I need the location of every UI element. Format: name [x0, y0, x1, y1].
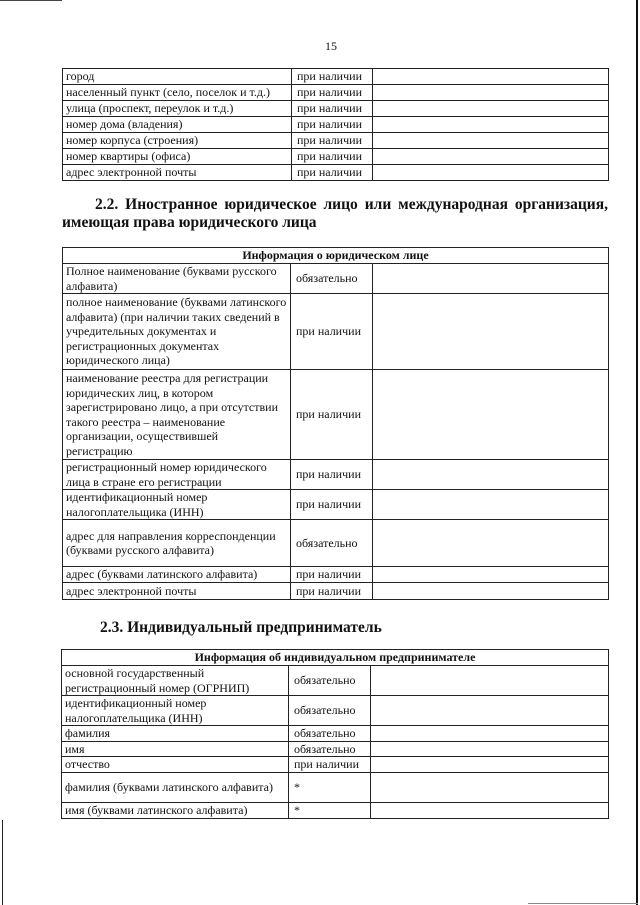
- section-heading-2-3: 2.3. Индивидуальный предприниматель: [100, 619, 382, 636]
- table-row: [63, 567, 609, 583]
- field-label: номер корпуса (строения): [63, 133, 292, 149]
- table-header-row: [62, 650, 609, 666]
- field-label: адрес для направления корреспонденции (буквами русского алфавита): [63, 520, 291, 567]
- table-row: [62, 666, 609, 696]
- requirement-cell: обязательно: [289, 666, 371, 696]
- field-label: фамилия (буквами латинского алфавита): [62, 773, 289, 803]
- scan-edge-bottom: [528, 903, 638, 904]
- requirement-cell: при наличии: [291, 294, 373, 370]
- heading-line-1: 2.2. Иностранное юридическое лицо или международная организация,: [95, 196, 608, 213]
- field-label: населенный пункт (село, поселок и т.д.): [63, 85, 292, 101]
- table-header: Информация о юридическом лице: [63, 248, 609, 264]
- table-header: Информация об индивидуальном предпринимателе: [62, 650, 609, 666]
- individual-entrepreneur-table: [61, 649, 609, 819]
- requirement-cell: при наличии: [291, 567, 373, 583]
- field-label: идентификационный номер налогоплательщика (ИНН): [63, 490, 291, 520]
- requirement-cell: при наличии: [289, 757, 371, 773]
- table-row: [62, 773, 609, 803]
- value-cell[interactable]: [371, 803, 609, 819]
- requirement-cell: обязательно: [291, 520, 373, 567]
- scan-edge-right: [636, 0, 638, 905]
- value-cell[interactable]: [373, 520, 609, 567]
- value-cell[interactable]: [371, 757, 609, 773]
- table-row: [63, 69, 609, 85]
- value-cell[interactable]: [373, 264, 609, 294]
- requirement-cell: при наличии: [292, 85, 373, 101]
- requirement-cell: обязательно: [289, 696, 371, 726]
- requirement-cell: при наличии: [291, 460, 373, 490]
- value-cell[interactable]: [373, 294, 609, 370]
- field-label: адрес (буквами латинского алфавита): [63, 567, 291, 583]
- table-header-row: [63, 248, 609, 264]
- field-label: основной государственный регистрационный номер (ОГРНИП): [62, 666, 289, 696]
- value-cell[interactable]: [373, 583, 609, 600]
- table-row: [63, 85, 609, 101]
- field-label: имя (буквами латинского алфавита): [62, 803, 289, 819]
- field-label: имя: [62, 741, 289, 757]
- field-label: улица (проспект, переулок и т.д.): [63, 101, 292, 117]
- table-row: [63, 520, 609, 567]
- value-cell[interactable]: [373, 117, 609, 133]
- scan-edge-top: [0, 0, 62, 1]
- page-number: 15: [325, 39, 337, 53]
- value-cell[interactable]: [373, 567, 609, 583]
- field-label: полное наименование (буквами латинского алфавита) (при наличии таких сведений в учредительных документах и регистрационных документах юридического лица): [63, 294, 291, 370]
- value-cell[interactable]: [373, 370, 609, 460]
- field-label: наименование реестра для регистрации юридических лиц, в котором зарегистрировано лицо, а при отсутствии такого реестра – наименование организации, осуществившей регистрацию: [63, 370, 291, 460]
- value-cell[interactable]: [371, 666, 609, 696]
- address-table: [62, 68, 609, 181]
- heading-line-2: имеющая права юридического лица: [62, 214, 317, 231]
- table-row: [62, 757, 609, 773]
- value-cell[interactable]: [373, 133, 609, 149]
- value-cell[interactable]: [371, 696, 609, 726]
- table-row: [63, 149, 609, 165]
- value-cell[interactable]: [371, 773, 609, 803]
- table-row: [62, 696, 609, 726]
- requirement-cell: *: [289, 803, 371, 819]
- table-row: [63, 490, 609, 520]
- field-label: номер квартиры (офиса): [63, 149, 292, 165]
- value-cell[interactable]: [373, 165, 609, 181]
- requirement-cell: при наличии: [292, 149, 373, 165]
- value-cell[interactable]: [371, 741, 609, 757]
- table-row: [63, 370, 609, 460]
- requirement-cell: при наличии: [291, 370, 373, 460]
- field-label: Полное наименование (буквами русского алфавита): [63, 264, 291, 294]
- table-row: [63, 165, 609, 181]
- field-label: номер дома (владения): [63, 117, 292, 133]
- requirement-cell: при наличии: [292, 69, 373, 85]
- field-label: адрес электронной почты: [63, 165, 292, 181]
- requirement-cell: при наличии: [291, 490, 373, 520]
- table-row: [63, 460, 609, 490]
- value-cell[interactable]: [373, 69, 609, 85]
- requirement-cell: обязательно: [289, 726, 371, 742]
- table-row: [62, 726, 609, 742]
- table-row: [63, 101, 609, 117]
- table-row: [63, 583, 609, 600]
- value-cell[interactable]: [371, 726, 609, 742]
- requirement-cell: *: [289, 773, 371, 803]
- requirement-cell: при наличии: [292, 165, 373, 181]
- scan-edge-left: [2, 820, 3, 905]
- table-row: [62, 803, 609, 819]
- field-label: регистрационный номер юридического лица в стране его регистрации: [63, 460, 291, 490]
- requirement-cell: при наличии: [292, 117, 373, 133]
- field-label: идентификационный номер налогоплательщика (ИНН): [62, 696, 289, 726]
- requirement-cell: обязательно: [291, 264, 373, 294]
- value-cell[interactable]: [373, 101, 609, 117]
- value-cell[interactable]: [373, 490, 609, 520]
- requirement-cell: при наличии: [292, 101, 373, 117]
- foreign-legal-entity-table: [62, 247, 609, 600]
- field-label: отчество: [62, 757, 289, 773]
- table-row: [62, 741, 609, 757]
- field-label: город: [63, 69, 292, 85]
- table-row: [63, 133, 609, 149]
- value-cell[interactable]: [373, 460, 609, 490]
- table-row: [63, 117, 609, 133]
- field-label: адрес электронной почты: [63, 583, 291, 600]
- requirement-cell: при наличии: [292, 133, 373, 149]
- section-heading-2-2: [62, 196, 608, 232]
- table-row: [63, 264, 609, 294]
- requirement-cell: обязательно: [289, 741, 371, 757]
- field-label: фамилия: [62, 726, 289, 742]
- value-cell[interactable]: [373, 85, 609, 101]
- table-row: [63, 294, 609, 370]
- requirement-cell: при наличии: [291, 583, 373, 600]
- value-cell[interactable]: [373, 149, 609, 165]
